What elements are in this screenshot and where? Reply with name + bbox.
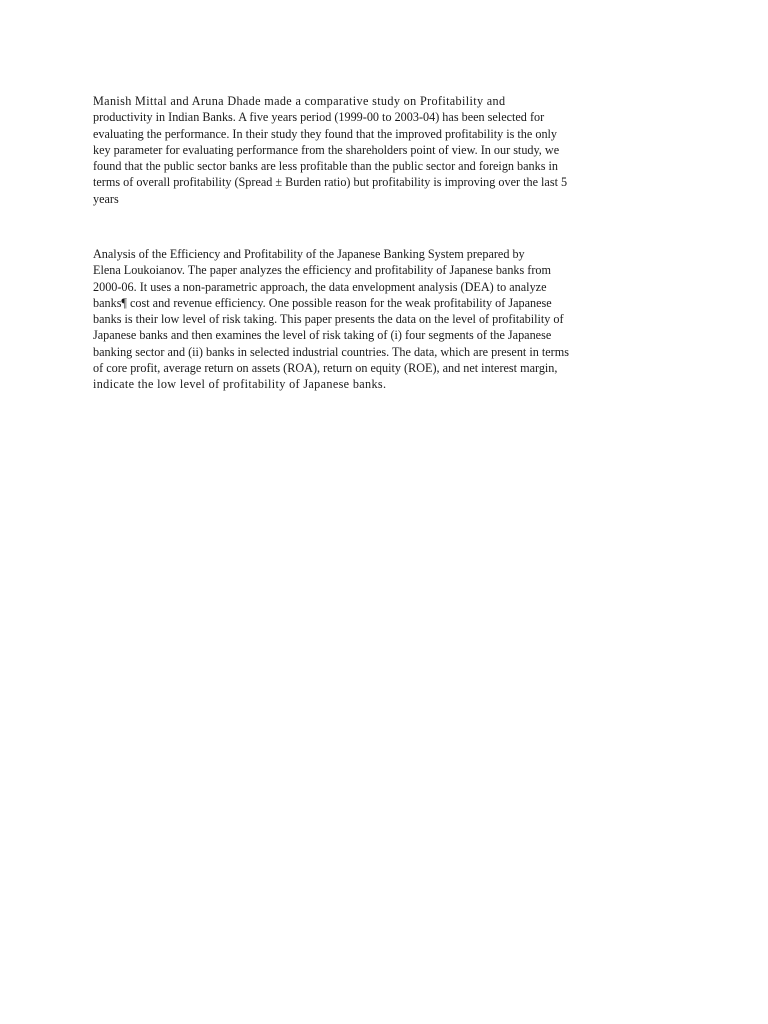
text-line: Manish Mittal and Aruna Dhade made a comparative study on Profitability and — [93, 94, 506, 108]
text-line: terms of overall profitability (Spread ± Burden ratio) but profitability is improving over the last 5 — [93, 175, 568, 190]
text-line: evaluating the performance. In their study they found that the improved profitability is the only — [93, 126, 558, 141]
text-line: banks¶ cost and revenue efficiency. One possible reason for the weak profitability of Japanese — [93, 295, 552, 310]
text-line: Japanese banks and then examines the level of risk taking of (i) four segments of the Japanese — [93, 328, 552, 343]
text-line: key parameter for evaluating performance from the shareholders point of view. In our study, we — [93, 142, 560, 157]
text-line: 2000-06. It uses a non-parametric approach, the data envelopment analysis (DEA) to analyze — [93, 279, 547, 294]
paragraph-japanese-banking-analysis — [93, 246, 693, 393]
text-line: of core profit, average return on assets (ROA), return on equity (ROE), and net interest margin, — [93, 361, 558, 376]
text-line: productivity in Indian Banks. A five years period (1999-00 to 2003-04) has been selected for — [93, 110, 545, 125]
text-line: Elena Loukoianov. The paper analyzes the efficiency and profitability of Japanese banks from — [93, 263, 551, 278]
text-line: banking sector and (ii) banks in selected industrial countries. The data, which are present in terms — [93, 344, 569, 359]
text-line: banks is their low level of risk taking. This paper presents the data on the level of profitability of — [93, 312, 564, 327]
text-line: found that the public sector banks are less profitable than the public sector and foreign banks in — [93, 159, 559, 174]
text-line: indicate the low level of profitability of Japanese banks. — [93, 377, 387, 392]
text-line: Analysis of the Efficiency and Profitability of the Japanese Banking System prepared by — [93, 247, 525, 261]
text-line: years — [93, 191, 119, 206]
paragraph-mittal-dhade-study — [93, 93, 693, 207]
